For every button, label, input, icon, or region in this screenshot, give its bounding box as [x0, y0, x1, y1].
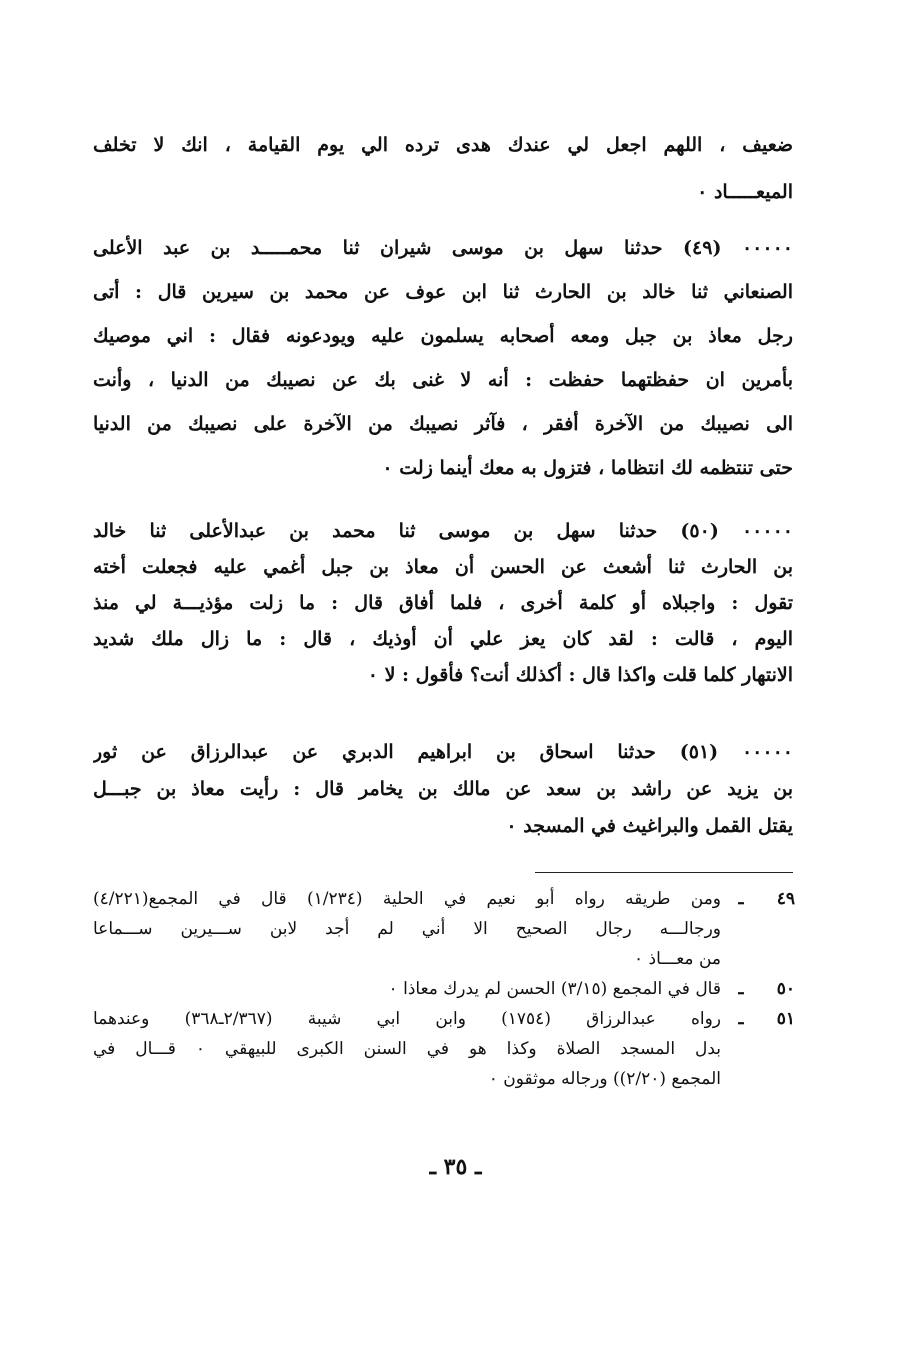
hadith-paragraph-51 — [93, 734, 793, 845]
text-line: تقول : واجبلاه أو كلمة أخرى ، فلما أفاق قال : ما زلت مؤذيـــة لي منذ — [93, 592, 793, 614]
text-line: الميعـــــاد ٠ — [697, 181, 793, 203]
text-line: بن يزيد عن راشد بن سعد عن مالك بن يخامر قال : رأيت معاذ بن جبـــل — [93, 778, 793, 800]
footnote-number: ٥٠ — [776, 979, 795, 999]
footnote-text-line: ومن طريقه رواه أبو نعيم في الحلية (١/٢٣٤) قال في المجمع(٤/٢٢١) — [93, 889, 721, 909]
hadith-paragraph-49 — [93, 226, 793, 490]
footnote-number: ٤٩ — [776, 889, 795, 909]
footnote-text-line: بدل المسجد الصلاة وكذا هو في السنن الكبرى للبيهقي ٠ قـــال في — [93, 1039, 721, 1059]
footnotes — [93, 884, 795, 1094]
footnote-separator — [535, 872, 793, 873]
footnote-text-line: ورجالـــه رجال الصحيح الا أني لم أجد لابن ســـيرين ســـماعا — [93, 919, 721, 939]
footnote-text-line: المجمع (٢/٢٠)) ورجاله موثقون ٠ — [488, 1069, 721, 1089]
text-line: ٠٠٠٠٠ (٥١) حدثنا اسحاق بن ابراهيم الدبري عن عبدالرزاق عن ثور — [93, 741, 793, 763]
text-line: ٠٠٠٠٠ (٤٩) حدثنا سهل بن موسى شيران ثنا محمـــــد بن عبد الأعلى — [93, 237, 793, 259]
text-line: الصنعاني ثنا خالد بن الحارث ثنا ابن عوف عن محمد بن سيرين قال : أتى — [93, 281, 793, 303]
text-line: رجل معاذ بن جبل ومعه أصحابه يسلمون عليه ويودعونه فقال : اني موصيك — [93, 325, 793, 347]
footnote-50 — [93, 974, 795, 1004]
hadith-paragraph-50 — [93, 513, 793, 693]
text-line: حتى تنتظمه لك انتظاما ، فتزول به معك أينما زلت ٠ — [382, 457, 793, 479]
footnote-dash: ـ — [738, 979, 744, 999]
footnote-51 — [93, 1004, 795, 1094]
footnote-dash: ـ — [738, 1009, 744, 1029]
footnote-49 — [93, 884, 795, 974]
text-line: بأمرين ان حفظتهما حفظت : أنه لا غنى بك عن نصيبك من الدنيا ، وأنت — [93, 369, 793, 391]
footnote-number: ٥١ — [776, 1009, 795, 1029]
page-number: ـ ٣٥ ـ — [429, 1154, 482, 1180]
text-line: يقتل القمل والبراغيث في المسجد ٠ — [506, 815, 793, 837]
footnote-text-line: رواه عبدالرزاق (١٧٥٤) وابن ابي شيبة (٢/٣٦٧ـ٣٦٨) وعندهما — [93, 1009, 721, 1029]
text-line: اليوم ، قالت : لقد كان يعز علي أن أوذيك ، قال : ما زال ملك شديد — [93, 628, 793, 650]
text-line: الى نصيبك من الآخرة أفقر ، فآثر نصيبك من الآخرة على نصيبك من الدنيا — [93, 413, 793, 435]
footnote-dash: ـ — [738, 889, 744, 909]
text-line: الانتهار كلما قلت واكذا قال : أكذلك أنت؟ فأقول : لا ٠ — [367, 664, 793, 686]
footnote-text-line: من معـــاذ ٠ — [634, 949, 721, 969]
opening-paragraph — [93, 122, 793, 216]
text-line: بن الحارث ثنا أشعث عن الحسن أن معاذ بن جبل أغمي عليه فجعلت أخته — [93, 556, 793, 578]
footnote-text-line: قال في المجمع (٣/١٥) الحسن لم يدرك معاذا ٠ — [388, 979, 721, 999]
text-line: ضعيف ، اللهم اجعل لي عندك هدى ترده الي يوم القيامة ، انك لا تخلف — [93, 134, 793, 156]
text-line: ٠٠٠٠٠ (٥٠) حدثنا سهل بن موسى ثنا محمد بن عبدالأعلى ثنا خالد — [93, 520, 793, 542]
